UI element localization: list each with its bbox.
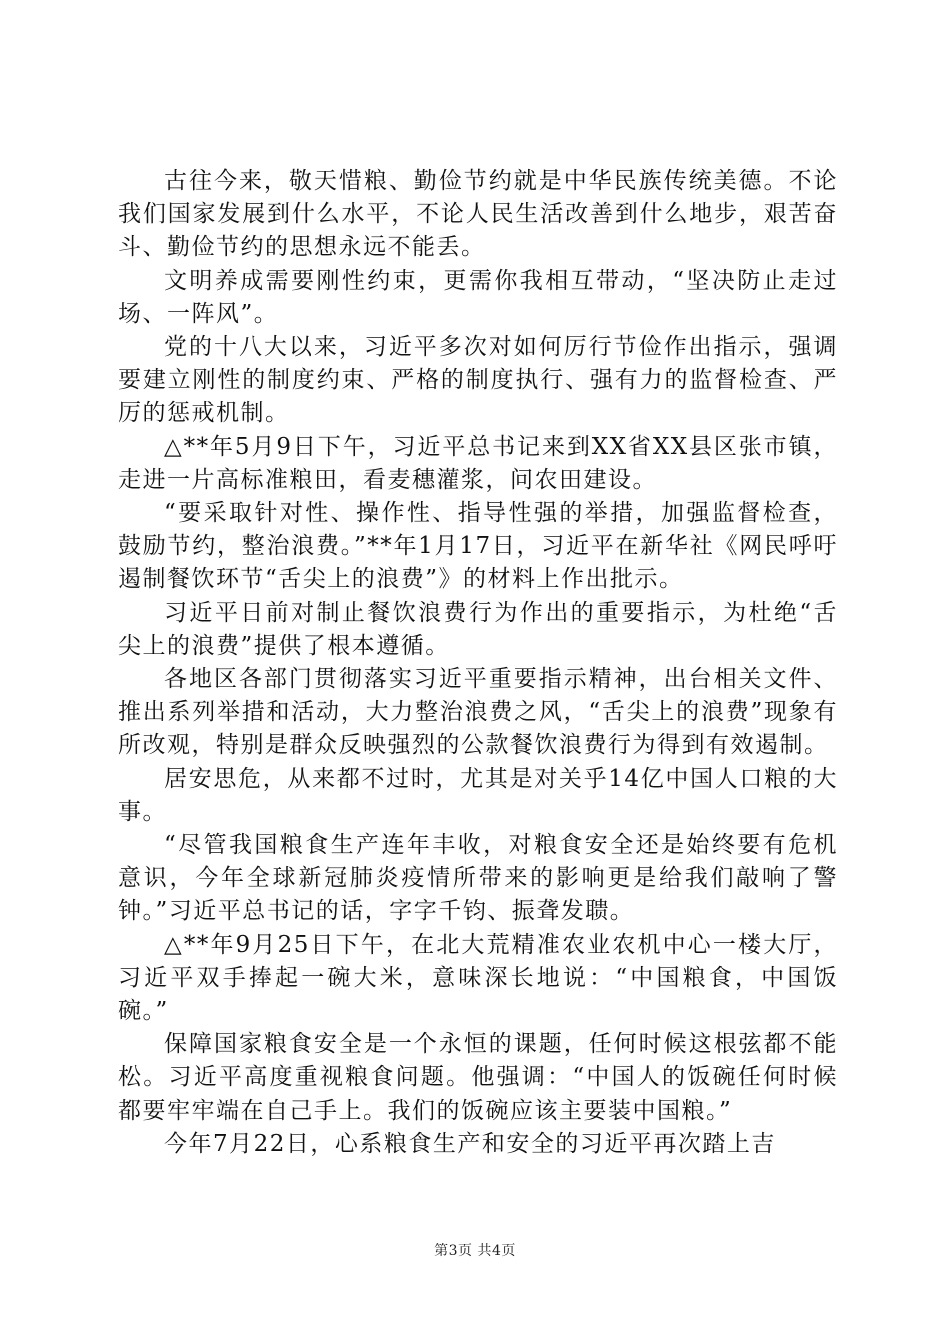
- paragraph-6: 习近平日前对制止餐饮浪费行为作出的重要指示，为杜绝“舌尖上的浪费”提供了根本遵循。: [118, 599, 838, 659]
- paragraph-8: 居安思危，从来都不过时，尤其是对关乎14亿中国人口粮的大事。: [118, 765, 838, 825]
- paragraph-2: 文明养成需要刚性约束，更需你我相互带动，“坚决防止走过场、一阵风”。: [118, 267, 838, 327]
- paragraph-11: 保障国家粮食安全是一个永恒的课题，任何时候这根弦都不能松。习近平高度重视粮食问题。他强调：“中国人的饭碗任何时候都要牢牢端在自己手上。我们的饭碗应该主要装中国粮。”: [118, 1031, 838, 1124]
- paragraph-3: 党的十八大以来，习近平多次对如何厉行节俭作出指示，强调要建立刚性的制度约束、严格的制度执行、强有力的监督检查、严厉的惩戒机制。: [118, 334, 838, 427]
- paragraph-4: △**年5月9日下午，习近平总书记来到XX省XX县区张市镇，走进一片高标准粮田，看麦穗灌浆，问农田建设。: [118, 433, 838, 493]
- paragraph-5: “要采取针对性、操作性、指导性强的举措，加强监督检查，鼓励节约，整治浪费。”**年1月17日，习近平在新华社《网民呼吁遏制餐饮环节“舌尖上的浪费”》的材料上作出批示。: [118, 500, 838, 593]
- paragraph-9: “尽管我国粮食生产连年丰收，对粮食安全还是始终要有危机意识，今年全球新冠肺炎疫情所带来的影响更是给我们敲响了警钟。”习近平总书记的话，字字千钧、振聋发聩。: [118, 832, 838, 925]
- paragraph-12: 今年7月22日，心系粮食生产和安全的习近平再次踏上吉: [164, 1130, 776, 1157]
- document-body: [118, 165, 838, 1161]
- paragraph-10: △**年9月25日下午，在北大荒精准农业农机中心一楼大厅，习近平双手捧起一碗大米，意味深长地说：“中国粮食，中国饭碗。”: [118, 931, 838, 1025]
- paragraph-7: 各地区各部门贯彻落实习近平重要指示精神，出台相关文件、推出系列举措和活动，大力整治浪费之风，“舌尖上的浪费”现象有所改观，特别是群众反映强烈的公款餐饮浪费行为得到有效遏制。: [118, 666, 838, 759]
- paragraph-1: 古往今来，敬天惜粮、勤俭节约就是中华民族传统美德。不论我们国家发展到什么水平，不论人民生活改善到什么地步，艰苦奋斗、勤俭节约的思想永远不能丢。: [118, 168, 838, 261]
- page-footer: 第3页 共4页: [434, 1243, 516, 1259]
